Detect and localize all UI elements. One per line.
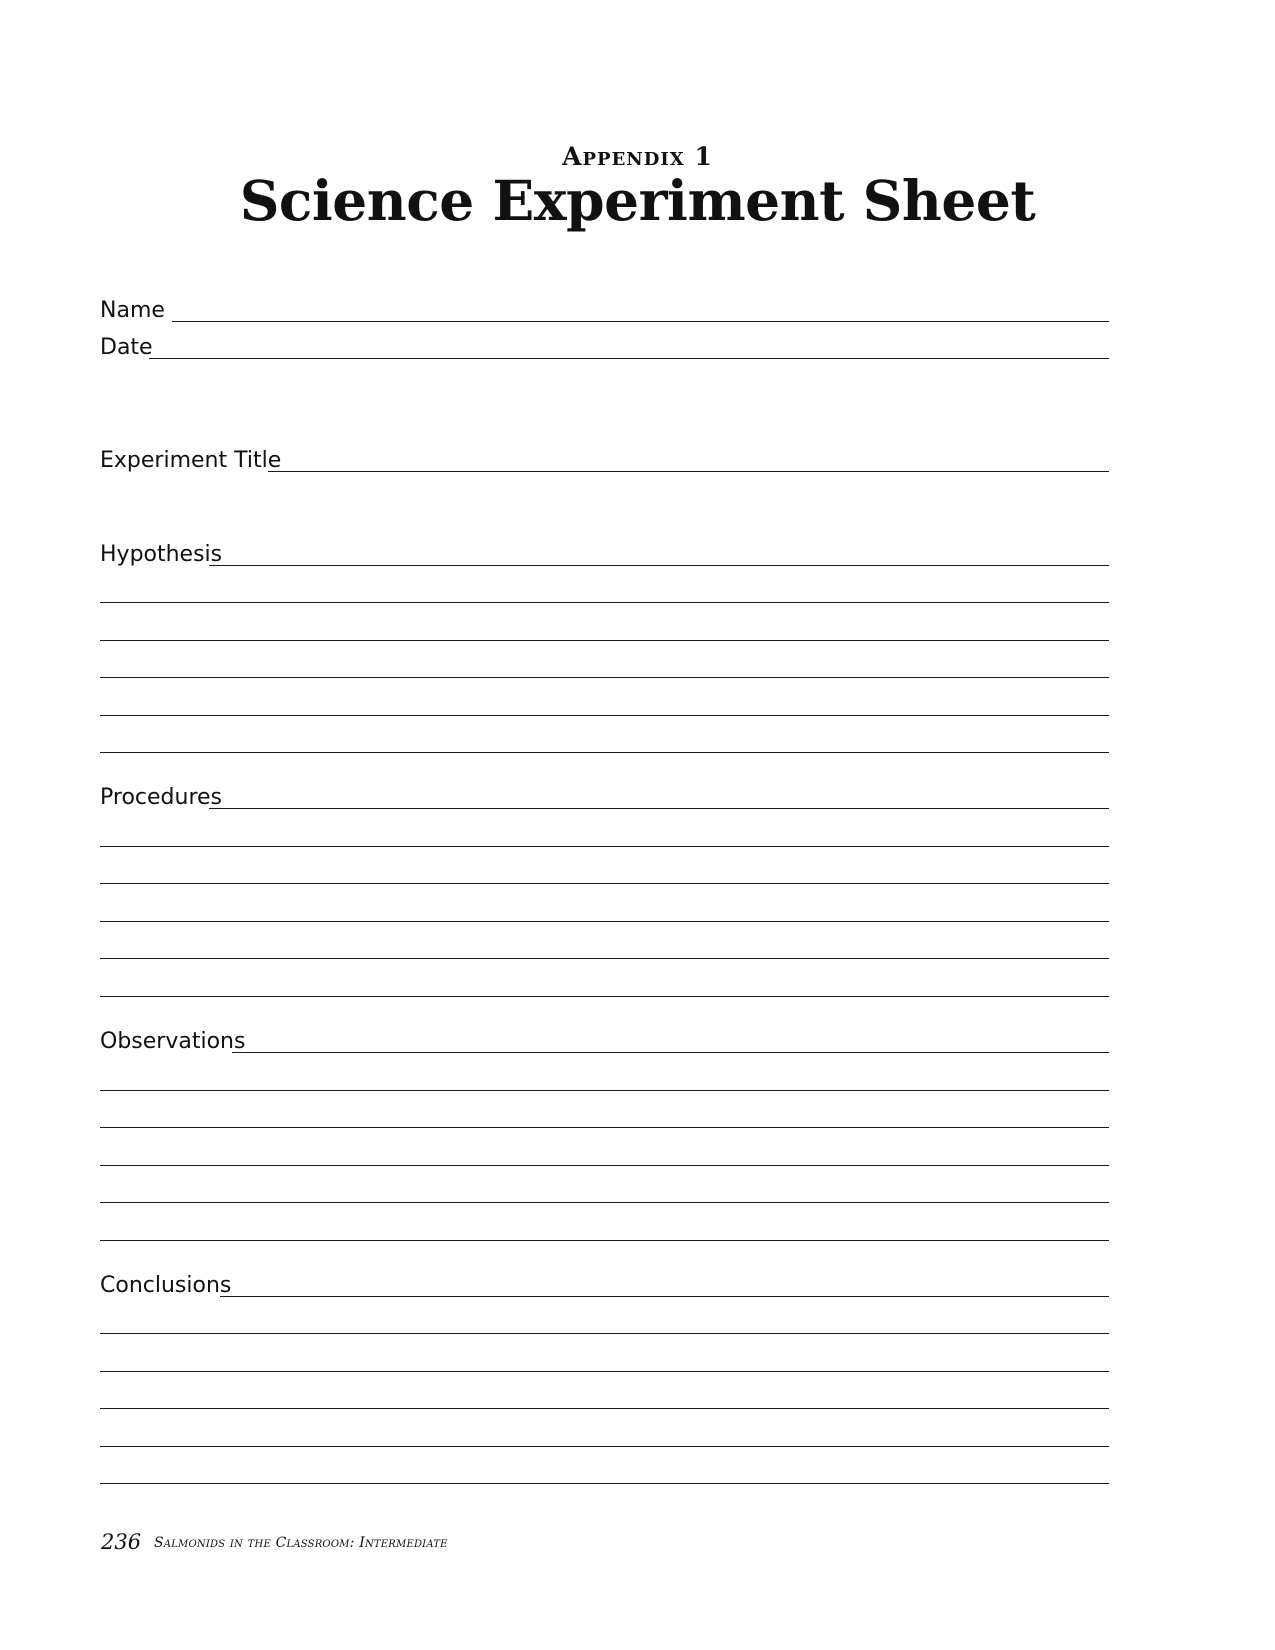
- procedures-line[interactable]: [100, 958, 1109, 959]
- conclusions-line[interactable]: [100, 1333, 1109, 1334]
- name-label: Name: [100, 298, 165, 323]
- hypothesis-line[interactable]: [100, 677, 1109, 678]
- conclusions-line[interactable]: [100, 1371, 1109, 1372]
- observations-line[interactable]: [100, 1165, 1109, 1166]
- observations-label: Observations: [100, 1029, 246, 1054]
- observations-line[interactable]: [100, 1127, 1109, 1128]
- procedures-line[interactable]: [100, 846, 1109, 847]
- observations-line[interactable]: [100, 1090, 1109, 1091]
- hypothesis-line[interactable]: [100, 602, 1109, 603]
- page-number: 236: [101, 1530, 142, 1554]
- date-label: Date: [100, 335, 153, 360]
- name-line[interactable]: [172, 321, 1109, 322]
- conclusions-label: Conclusions: [100, 1273, 232, 1298]
- hypothesis-line[interactable]: [100, 640, 1109, 641]
- observations-line[interactable]: [100, 1202, 1109, 1203]
- experiment-title-label: Experiment Title: [100, 448, 282, 473]
- conclusions-line[interactable]: [100, 1446, 1109, 1447]
- publication-title: Salmonids in the Classroom: Intermediate: [154, 1535, 448, 1551]
- procedures-line[interactable]: [100, 921, 1109, 922]
- observations-line[interactable]: [100, 1240, 1109, 1241]
- conclusions-line[interactable]: [220, 1296, 1109, 1297]
- hypothesis-line[interactable]: [209, 565, 1109, 566]
- procedures-label: Procedures: [100, 785, 222, 810]
- procedures-line[interactable]: [209, 808, 1109, 809]
- page-title: Science Experiment Sheet: [239, 168, 1036, 233]
- hypothesis-line[interactable]: [100, 715, 1109, 716]
- date-line[interactable]: [149, 358, 1109, 359]
- observations-line[interactable]: [232, 1052, 1109, 1053]
- hypothesis-label: Hypothesis: [100, 542, 223, 567]
- experiment-title-line[interactable]: [268, 471, 1109, 472]
- conclusions-line[interactable]: [100, 1408, 1109, 1409]
- appendix-label: Appendix 1: [562, 142, 713, 171]
- procedures-line[interactable]: [100, 996, 1109, 997]
- conclusions-line[interactable]: [100, 1483, 1109, 1484]
- hypothesis-line[interactable]: [100, 752, 1109, 753]
- procedures-line[interactable]: [100, 883, 1109, 884]
